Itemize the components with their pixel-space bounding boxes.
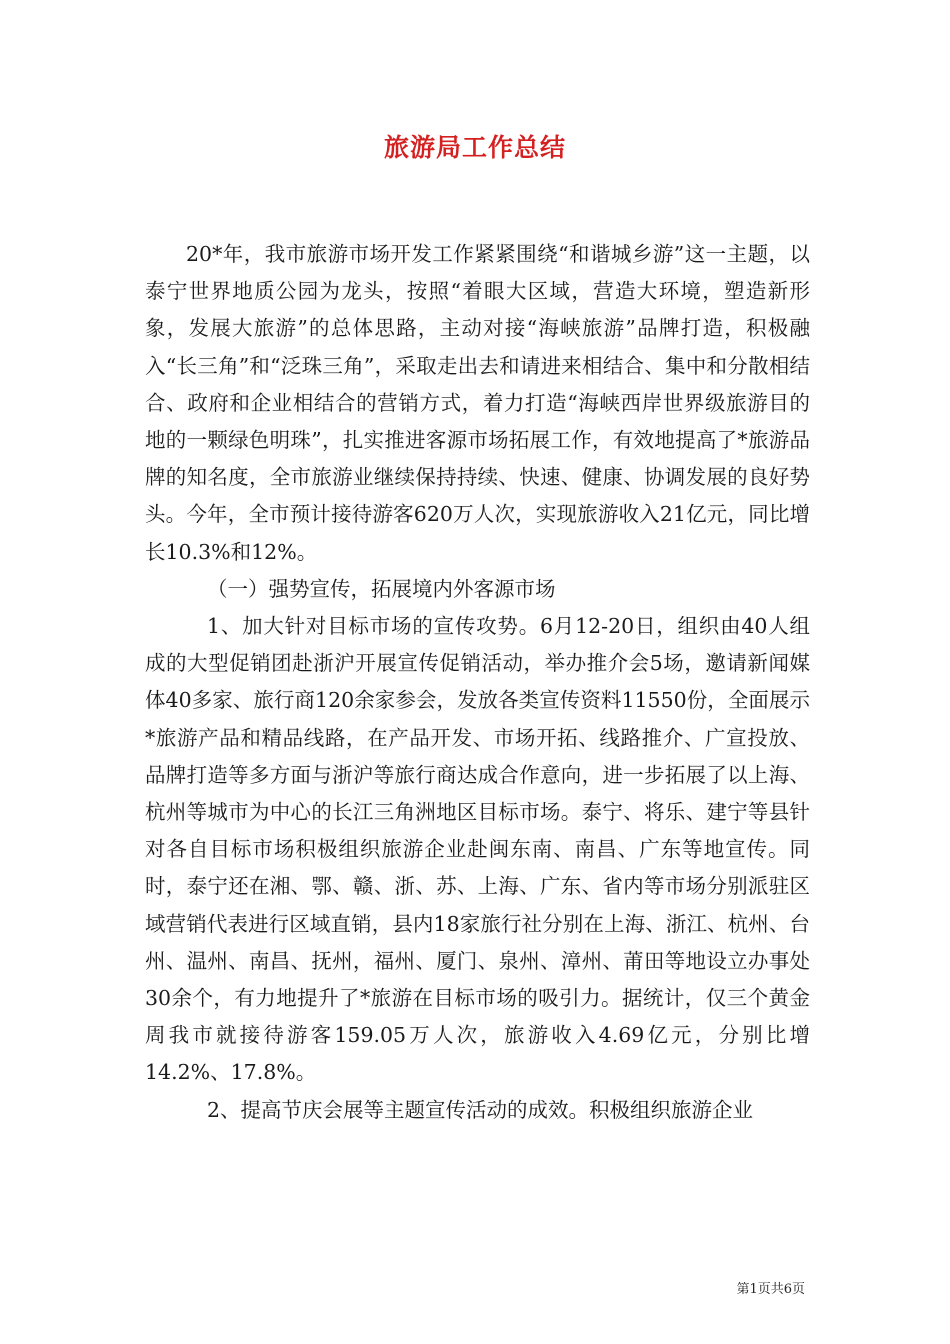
intro-paragraph: 20*年，我市旅游市场开发工作紧紧围绕“和谐城乡游”这一主题，以泰宁世界地质公园为龙头，按照“着眼大区域，营造大环境，塑造新形象，发展大旅游”的总体思路，主动对接“海峡旅游”品牌打造，积极融入“长三角”和“泛珠三角”，采取走出去和请进来相结合、集中和分散相结合、政府和企业相结合的营销方式，着力打造“海峡西岸世界级旅游目的地的一颗绿色明珠”，扎实推进客源市场拓展工作，有效地提高了*旅游品牌的知名度，全市旅游业继续保持持续、快速、健康、协调发展的良好势头。今年，全市预计接待游客620万人次，实现旅游收入21亿元，同比增长10.3%和12%。 xyxy=(145,242,810,564)
page-number: 第1页共6页 xyxy=(736,1282,805,1297)
item-paragraph-2: 2、提高节庆会展等主题宣传活动的成效。积极组织旅游企业 xyxy=(207,1097,754,1122)
section-heading: （一）强势宣传，拓展境内外客源市场 xyxy=(207,576,556,601)
document-title: 旅游局工作总结 xyxy=(383,133,566,162)
item-paragraph-1: 1、加大针对目标市场的宣传攻势。6月12-20日，组织由40人组成的大型促销团赴浙沪开展宣传促销活动，举办推介会5场，邀请新闻媒体40多家、旅行商120余家参会，发放各类宣传资料11550份，全面展示*旅游产品和精品线路，在产品开发、市场开拓、线路推介、广宣投放、品牌打造等多方面与浙沪等旅行商达成合作意向，进一步拓展了以上海、杭州等城市为中心的长江三角洲地区目标市场。泰宁、将乐、建宁等县针对各自目标市场积极组织旅游企业赴闽东南、南昌、广东等地宣传。同时，泰宁还在湘、鄂、赣、浙、苏、上海、广东、省内等市场分别派驻区域营销代表进行区域直销，县内18家旅行社分别在上海、浙江、杭州、台州、温州、南昌、抚州，福州、厦门、泉州、漳州、莆田等地设立办事处30余个，有力地提升了*旅游在目标市场的吸引力。据统计，仅三个黄金周我市就接待游客159.05万人次，旅游收入4.69亿元，分别比增14.2%、17.8%。 xyxy=(145,614,810,1085)
document-body xyxy=(145,236,810,1129)
